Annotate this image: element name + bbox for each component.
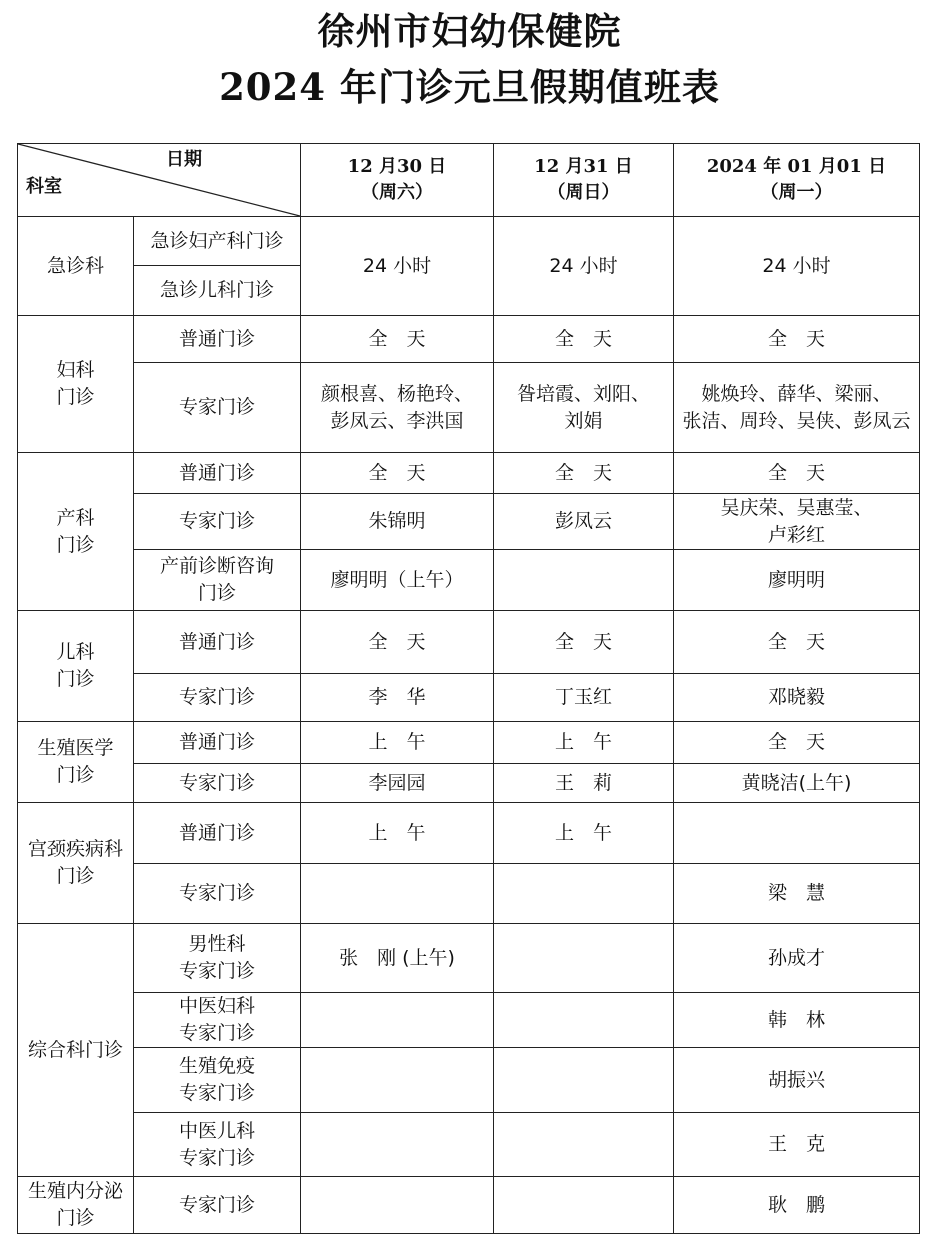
cell: 上 午 — [301, 722, 494, 764]
cell — [494, 924, 674, 993]
sub-regular: 普通门诊 — [134, 316, 301, 363]
cell — [301, 1113, 494, 1177]
dept-obstetrics: 产科 门诊 — [18, 453, 134, 611]
table-row — [18, 864, 920, 924]
cell: 韩 林 — [674, 993, 920, 1048]
cell — [301, 993, 494, 1048]
table-row — [18, 764, 920, 803]
dept-pediatrics: 儿科 门诊 — [18, 611, 134, 722]
cell: 24 小时 — [674, 217, 920, 316]
cell: 丁玉红 — [494, 674, 674, 722]
cell: 孙成才 — [674, 924, 920, 993]
sub-regular: 普通门诊 — [134, 803, 301, 864]
dept-gynecology: 妇科 门诊 — [18, 316, 134, 453]
cell: 全 天 — [494, 611, 674, 674]
cell — [494, 1113, 674, 1177]
cell — [494, 1048, 674, 1113]
cell: 廖明明 — [674, 550, 920, 611]
table-row — [18, 611, 920, 674]
cell: 全 天 — [301, 316, 494, 363]
cell: 全 天 — [301, 453, 494, 494]
sub-er-ped: 急诊儿科门诊 — [134, 266, 301, 316]
sub-expert: 专家门诊 — [134, 764, 301, 803]
sub-regular: 普通门诊 — [134, 453, 301, 494]
sub-regular: 普通门诊 — [134, 611, 301, 674]
table-row — [18, 924, 920, 993]
table-row — [18, 1177, 920, 1234]
table-row — [18, 993, 920, 1048]
cell: 张 刚 (上午) — [301, 924, 494, 993]
table-row — [18, 316, 920, 363]
cell — [301, 1177, 494, 1234]
cell — [301, 864, 494, 924]
date-axis-label: 日期 — [166, 149, 202, 170]
table-row — [18, 674, 920, 722]
cell: 全 天 — [494, 453, 674, 494]
sub-reproductive-immunology: 生殖免疫 专家门诊 — [134, 1048, 301, 1113]
dept-comprehensive: 综合科门诊 — [18, 924, 134, 1177]
cell: 24 小时 — [494, 217, 674, 316]
sub-er-gyn: 急诊妇产科门诊 — [134, 217, 301, 266]
cell — [494, 1177, 674, 1234]
cell: 上 午 — [494, 722, 674, 764]
sub-regular: 普通门诊 — [134, 722, 301, 764]
cell: 全 天 — [674, 453, 920, 494]
duty-schedule-table — [17, 143, 920, 1234]
sub-tcm-gyn: 中医妇科 专家门诊 — [134, 993, 301, 1048]
cell — [674, 803, 920, 864]
dept-cervical: 宫颈疾病科 门诊 — [18, 803, 134, 924]
cell: 朱锦明 — [301, 494, 494, 550]
cell: 全 天 — [674, 611, 920, 674]
cell: 全 天 — [494, 316, 674, 363]
cell: 颜根喜、杨艳玲、 彭凤云、李洪国 — [301, 363, 494, 453]
cell — [494, 864, 674, 924]
cell: 全 天 — [674, 722, 920, 764]
cell — [494, 550, 674, 611]
cell — [494, 993, 674, 1048]
sub-expert: 专家门诊 — [134, 1177, 301, 1234]
cell: 梁 慧 — [674, 864, 920, 924]
cell: 上 午 — [301, 803, 494, 864]
dept-axis-label: 科室 — [26, 176, 62, 197]
table-row — [18, 550, 920, 611]
dept-reproductive-endocrinology: 生殖内分泌 门诊 — [18, 1177, 134, 1234]
table-row — [18, 803, 920, 864]
cell: 李园园 — [301, 764, 494, 803]
header-col-jan01: 2024 年 01 月01 日 （周一） — [674, 144, 920, 217]
sub-expert: 专家门诊 — [134, 363, 301, 453]
cell: 昝培霞、刘阳、 刘娟 — [494, 363, 674, 453]
sub-prenatal: 产前诊断咨询 门诊 — [134, 550, 301, 611]
sub-expert: 专家门诊 — [134, 674, 301, 722]
cell: 吴庆荣、吴惠莹、 卢彩红 — [674, 494, 920, 550]
cell: 耿 鹏 — [674, 1177, 920, 1234]
table-row — [18, 1113, 920, 1177]
header-col-dec30: 12 月30 日 （周六） — [301, 144, 494, 217]
cell: 王 莉 — [494, 764, 674, 803]
cell: 姚焕玲、薛华、梁丽、 张洁、周玲、吴侠、彭凤云 — [674, 363, 920, 453]
sub-andrology: 男性科 专家门诊 — [134, 924, 301, 993]
table-row — [18, 494, 920, 550]
dept-emergency: 急诊科 — [18, 217, 134, 316]
header-col-dec31: 12 月31 日 （周日） — [494, 144, 674, 217]
table-row — [18, 363, 920, 453]
cell: 全 天 — [674, 316, 920, 363]
header-diagonal-cell — [18, 144, 301, 217]
sub-tcm-ped: 中医儿科 专家门诊 — [134, 1113, 301, 1177]
doc-title-schedule: 2024 年门诊元旦假期值班表 — [219, 65, 720, 109]
table-row — [18, 1048, 920, 1113]
cell: 邓晓毅 — [674, 674, 920, 722]
table-row — [18, 217, 920, 266]
sub-expert: 专家门诊 — [134, 494, 301, 550]
table-row — [18, 453, 920, 494]
doc-title-hospital: 徐州市妇幼保健院 — [317, 9, 622, 53]
table-header-row — [18, 144, 920, 217]
cell: 廖明明（上午） — [301, 550, 494, 611]
cell: 彭凤云 — [494, 494, 674, 550]
cell: 黄晓洁(上午) — [674, 764, 920, 803]
cell: 王 克 — [674, 1113, 920, 1177]
cell: 李 华 — [301, 674, 494, 722]
cell: 24 小时 — [301, 217, 494, 316]
cell — [301, 1048, 494, 1113]
cell: 全 天 — [301, 611, 494, 674]
dept-reproductive-medicine: 生殖医学 门诊 — [18, 722, 134, 803]
cell: 上 午 — [494, 803, 674, 864]
sub-expert: 专家门诊 — [134, 864, 301, 924]
cell: 胡振兴 — [674, 1048, 920, 1113]
table-row — [18, 722, 920, 764]
